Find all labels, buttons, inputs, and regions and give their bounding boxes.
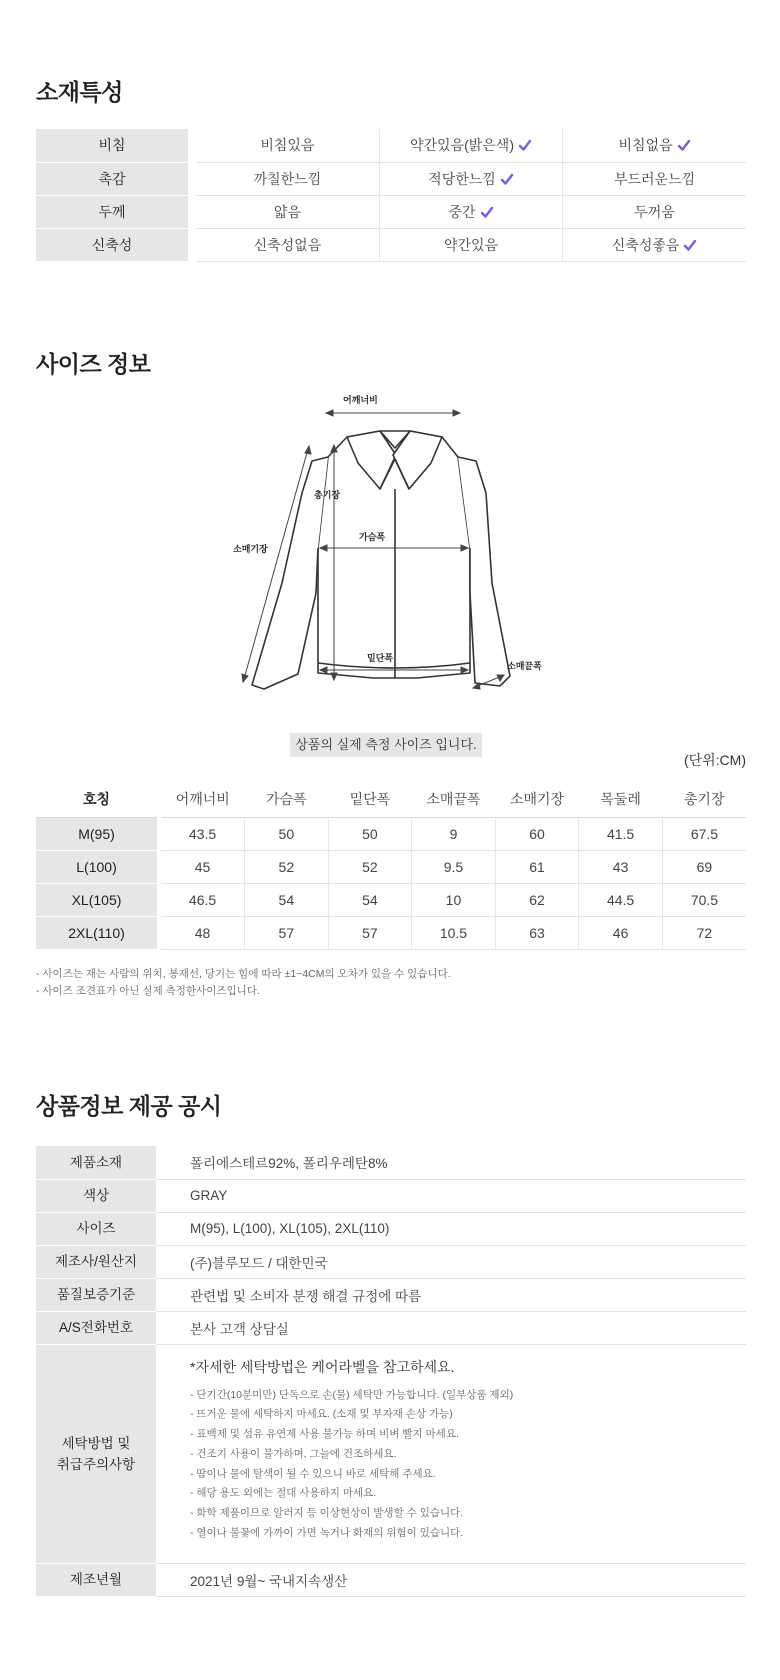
- care-line: - 화학 제품이므로 알러지 등 이상현상이 발생할 수 있습니다.: [190, 1507, 464, 1520]
- size-cell: 48: [161, 916, 245, 949]
- info-row-value: 관련법 및 소비자 분쟁 해결 규정에 따름: [156, 1278, 746, 1311]
- material-option-text: 까칠한느낌: [253, 170, 322, 187]
- material-option: [379, 162, 562, 195]
- manufacture-label: 제조년월: [36, 1563, 156, 1596]
- info-row-label: 제조사/원산지: [36, 1245, 156, 1278]
- info-row-value: M(95), L(100), XL(105), 2XL(110): [156, 1212, 746, 1245]
- care-line: - 표백제 및 섬유 유연제 사용 불가능 하며 비벼 빨지 마세요.: [190, 1428, 459, 1441]
- check-icon: [677, 139, 691, 155]
- info-row-value: (주)블루모드 / 대한민국: [156, 1245, 746, 1278]
- material-row-label: 신축성: [36, 228, 188, 261]
- material-row: [36, 195, 746, 228]
- info-row-care: [36, 1344, 746, 1563]
- size-cell: 63: [495, 916, 579, 949]
- info-row-value: GRAY: [156, 1179, 746, 1212]
- material-row-label: 비침: [36, 129, 188, 162]
- size-cell: 70.5: [662, 883, 746, 916]
- care-line: - 땀이나 물에 탈색이 될 수 있으니 바로 세탁해 주세요.: [190, 1467, 436, 1480]
- material-option: [379, 129, 562, 162]
- check-icon: [518, 139, 532, 155]
- spacer: [188, 228, 196, 261]
- material-option: [196, 129, 379, 162]
- material-option-text: 적당한느낌: [428, 170, 496, 187]
- size-footnotes: [36, 966, 451, 1000]
- diagram-label-total-length: 총기장: [314, 490, 341, 500]
- size-col-header: 총기장: [662, 781, 746, 817]
- size-cell: 52: [245, 850, 329, 883]
- material-option-text: 부드러운느낌: [614, 170, 696, 187]
- size-col-header: 호칭: [36, 781, 157, 817]
- diagram-label-cuff: 소매끝폭: [507, 661, 542, 671]
- size-cell: 46.5: [161, 883, 245, 916]
- material-option: [563, 228, 746, 261]
- size-col-header: 가슴폭: [245, 781, 329, 817]
- care-title: *자세한 세탁방법은 케어라벨을 참고하세요.: [190, 1358, 455, 1375]
- size-row: [36, 883, 746, 916]
- info-row: [36, 1278, 746, 1311]
- manufacture-value: 2021년 9월~ 국내지속생산: [156, 1563, 746, 1596]
- size-cell: 43: [579, 850, 663, 883]
- size-col-header: 어깨너비: [161, 781, 245, 817]
- size-cell: 43.5: [161, 817, 245, 850]
- size-col-header: 목둘레: [579, 781, 663, 817]
- size-cell: 72: [662, 916, 746, 949]
- size-cell: 60: [495, 817, 579, 850]
- size-cell: 50: [328, 817, 412, 850]
- diagram-label-chest: 가슴폭: [359, 532, 386, 542]
- size-row-label: XL(105): [36, 883, 157, 916]
- size-cell: 54: [328, 883, 412, 916]
- info-row: [36, 1311, 746, 1344]
- size-row: [36, 850, 746, 883]
- care-line: - 단기간(10분미만) 단독으로 손(물) 세탁만 가능합니다. (일부상품 제외): [190, 1388, 514, 1401]
- material-row-label: 촉감: [36, 162, 188, 195]
- size-cell: 45: [161, 850, 245, 883]
- material-option: [563, 129, 746, 162]
- material-option-text: 비침있음: [260, 137, 315, 154]
- material-option: [196, 162, 379, 195]
- diagram-label-hem: 밑단폭: [367, 653, 394, 663]
- material-row-label: 두께: [36, 195, 188, 228]
- material-option-text: 두꺼움: [634, 203, 675, 220]
- care-label: [36, 1344, 156, 1563]
- size-footnote: - 사이즈는 재는 사람의 위치, 봉재선, 당기는 힘에 따라 ±1~4CM의 오차가 있을 수 있습니다.: [36, 968, 451, 980]
- material-option-text: 중간: [448, 203, 476, 220]
- material-row: [36, 129, 746, 162]
- size-col-header: 소매끝폭: [412, 781, 496, 817]
- size-table: [36, 781, 746, 950]
- material-section-title: 소재특성: [36, 79, 123, 105]
- measurement-note: 상품의 실제 측정 사이즈 입니다.: [290, 733, 482, 757]
- material-row: [36, 162, 746, 195]
- material-option-text: 비침없음: [618, 137, 673, 154]
- info-row-manufacture: [36, 1563, 746, 1596]
- check-icon: [683, 239, 697, 255]
- size-cell: 41.5: [579, 817, 663, 850]
- size-cell: 46: [579, 916, 663, 949]
- check-icon: [480, 206, 494, 222]
- size-diagram: [230, 393, 560, 698]
- material-option: [196, 228, 379, 261]
- size-footnote: - 사이즈 조견표가 아닌 실제 측정한사이즈입니다.: [36, 985, 260, 997]
- spacer: [188, 129, 196, 162]
- info-row-label: 제품소재: [36, 1146, 156, 1179]
- product-info-section-title: 상품정보 제공 공시: [36, 1093, 222, 1119]
- size-cell: 61: [495, 850, 579, 883]
- size-section-title: 사이즈 정보: [36, 351, 151, 377]
- material-option: [379, 195, 562, 228]
- size-row-label: L(100): [36, 850, 157, 883]
- size-cell: 54: [245, 883, 329, 916]
- material-row: [36, 228, 746, 261]
- size-cell: 62: [495, 883, 579, 916]
- material-option-text: 신축성없음: [253, 236, 322, 253]
- care-line: - 건조기 사용이 불가하며, 그늘에 건조하세요.: [190, 1447, 397, 1460]
- info-row-value: 본사 고객 상담실: [156, 1311, 746, 1344]
- jacket-illustration: [230, 393, 560, 698]
- info-row-label: 색상: [36, 1179, 156, 1212]
- info-row-value: 폴리에스테르92%, 폴리우레탄8%: [156, 1146, 746, 1179]
- info-row-label: A/S전화번호: [36, 1311, 156, 1344]
- diagram-label-shoulder: 어깨너비: [343, 395, 378, 405]
- size-col-header: 소매기장: [495, 781, 579, 817]
- size-cell: 10.5: [412, 916, 496, 949]
- size-col-header: 밑단폭: [328, 781, 412, 817]
- spacer: [188, 162, 196, 195]
- material-option: [563, 162, 746, 195]
- spacer: [188, 195, 196, 228]
- size-row-label: 2XL(110): [36, 916, 157, 949]
- info-row-label: 사이즈: [36, 1212, 156, 1245]
- size-cell: 50: [245, 817, 329, 850]
- info-row: [36, 1146, 746, 1179]
- material-table: [36, 129, 746, 262]
- size-cell: 57: [328, 916, 412, 949]
- info-row: [36, 1179, 746, 1212]
- diagram-label-sleeve-length: 소매기장: [233, 544, 268, 554]
- care-line: - 열이나 불꽃에 가까이 가면 녹거나 화재의 위험이 있습니다.: [190, 1527, 464, 1540]
- info-row: [36, 1245, 746, 1278]
- size-cell: 44.5: [579, 883, 663, 916]
- size-row: [36, 916, 746, 949]
- size-cell: 52: [328, 850, 412, 883]
- product-info-table: [36, 1146, 746, 1597]
- material-option-text: 약간있음: [443, 236, 499, 253]
- care-line: - 해당 용도 외에는 절대 사용하지 마세요.: [190, 1487, 377, 1500]
- size-row-label: M(95): [36, 817, 157, 850]
- size-cell: 57: [245, 916, 329, 949]
- size-cell: 69: [662, 850, 746, 883]
- care-instructions: [156, 1344, 746, 1563]
- material-option-text: 얇음: [273, 203, 301, 220]
- size-cell: 9.5: [412, 850, 496, 883]
- care-label-line: 세탁방법 및: [61, 1435, 131, 1451]
- info-row: [36, 1212, 746, 1245]
- size-cell: 10: [412, 883, 496, 916]
- size-row: [36, 817, 746, 850]
- material-option-text: 신축성좋음: [611, 236, 680, 253]
- unit-label: (단위:CM): [683, 752, 746, 768]
- material-option: [379, 228, 562, 261]
- material-option: [196, 195, 379, 228]
- care-line: - 뜨거운 물에 세탁하지 마세요. (소재 및 부자재 손상 가능): [190, 1408, 453, 1421]
- material-option: [563, 195, 746, 228]
- info-row-label: 품질보증기준: [36, 1278, 156, 1311]
- care-label-line: 취급주의사항: [56, 1456, 136, 1472]
- size-cell: 9: [412, 817, 496, 850]
- material-option-text: 약간있음(밝은색): [409, 137, 514, 154]
- check-icon: [500, 173, 514, 189]
- size-cell: 67.5: [662, 817, 746, 850]
